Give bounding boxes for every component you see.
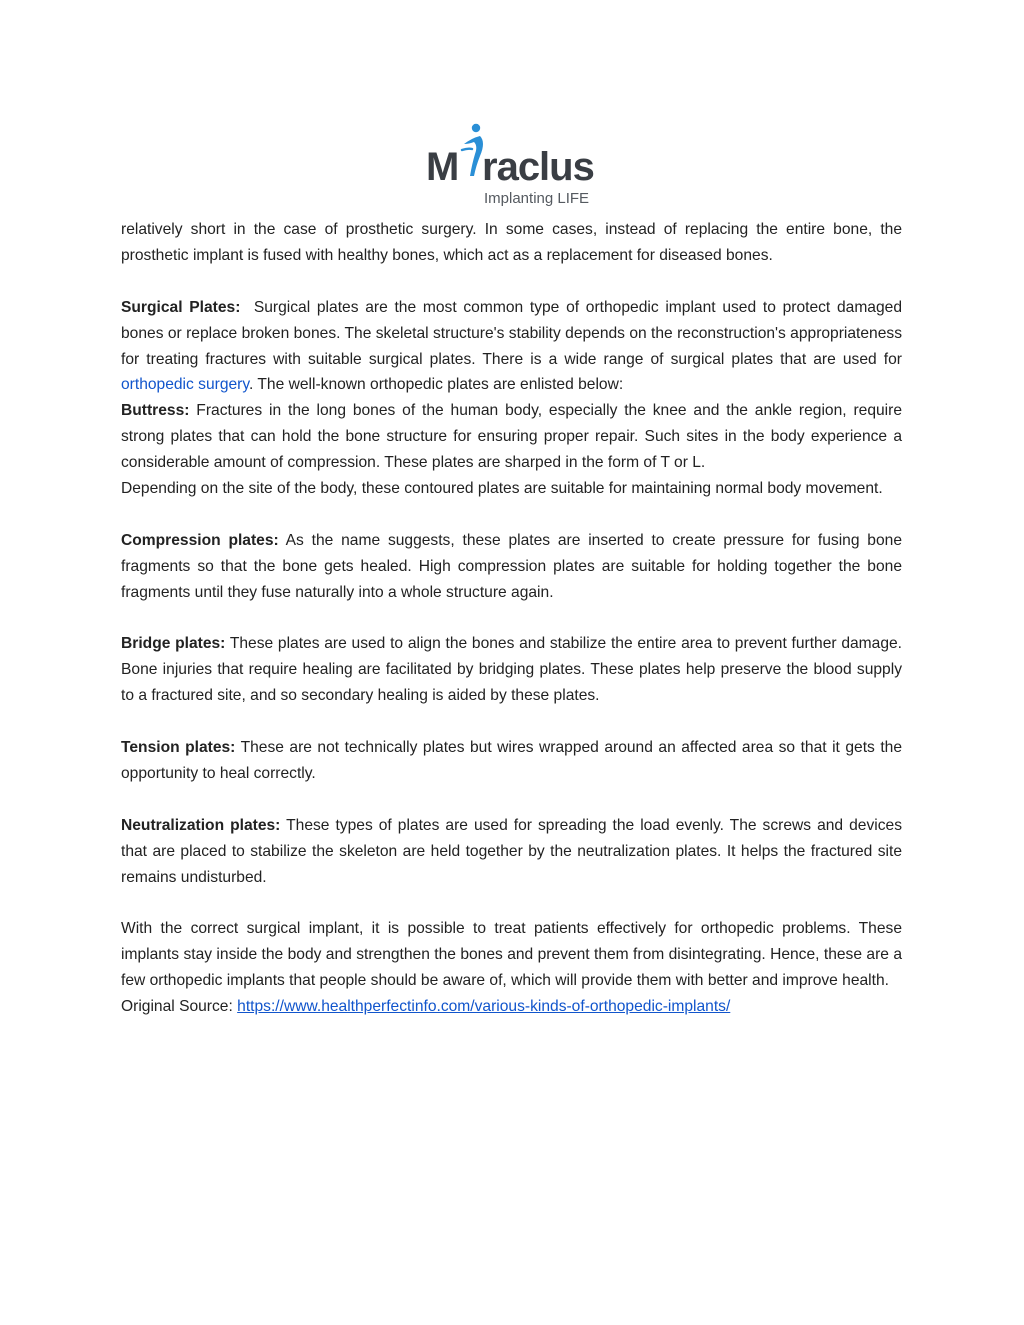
- tension-plates-heading: Tension plates:: [121, 739, 236, 757]
- compression-plates-paragraph: [121, 528, 902, 606]
- bridge-plates-text: These plates are used to align the bones and stabilize the entire area to prevent further damage. Bone injuries that require healing are facilitated by bridging plates. These plates help preserve the blood supply to a fractured site, and so secondary healing is aided by these plates.: [121, 635, 903, 705]
- source-label: Original Source:: [121, 998, 238, 1016]
- source-url-link[interactable]: https://www.healthperfectinfo.com/various-kinds-of-orthopedic-implants/: [237, 998, 731, 1016]
- buttress-text: Fractures in the long bones of the human body, especially the knee and the ankle region, require strong plates that can hold the bone structure for ensuring proper repair. Such sites in the body experience a considerable amount of compression. These plates are sharped in the form of T or L.: [121, 402, 902, 472]
- logo-figure-head: [472, 124, 480, 132]
- surgical-plates-paragraph: [121, 295, 907, 399]
- buttress-continuation: Depending on the site of the body, these contoured plates are suitable for maintaining normal body movement.: [121, 480, 883, 498]
- tension-plates-paragraph: [121, 735, 902, 787]
- logo-wordmark-rest: raclus: [482, 145, 594, 189]
- neutralization-plates-paragraph: [121, 813, 902, 891]
- logo-tagline: Implanting LIFE: [484, 190, 590, 207]
- compression-plates-text: As the name suggests, these plates are inserted to create pressure for fusing bone fragments so that the bone gets healed. High compression plates are suitable for holding together the bone fragments until they fuse naturally into a whole structure again.: [121, 531, 902, 601]
- intro-paragraph: relatively short in the case of prosthetic surgery. In some cases, instead of replacing the entire bone, the prosthetic implant is fused with healthy bones, which act as a replacement for diseased bones.: [121, 221, 902, 264]
- surgical-plates-heading: Surgical Plates:: [121, 298, 241, 316]
- article-body: [121, 217, 907, 1020]
- surgical-plates-text-end: . The well-known orthopedic plates are enlisted below:: [249, 376, 624, 394]
- surgical-plates-text: Surgical plates are the most common type of orthopedic implant used to protect damaged bones or replace broken bones. The skeletal structure's stability depends on the reconstruction's appropriateness for treating fractures with suitable surgical plates. There is a wide range of surgical plates that are used for: [121, 298, 907, 368]
- bridge-plates-paragraph: [121, 631, 902, 709]
- logo-figure-body: [464, 136, 483, 176]
- miraclus-logo: [424, 120, 604, 210]
- compression-plates-heading: Compression plates:: [121, 531, 279, 549]
- neutralization-plates-text: These types of plates are used for spreading the load evenly. The screws and devices that are placed to stabilize the skeleton are held together by the neutralization plates. It helps the fractured site remains undisturbed.: [121, 816, 902, 886]
- conclusion-paragraph: With the correct surgical implant, it is possible to treat patients effectively for orthopedic problems. These implants stay inside the body and strengthen the bones and prevent them from disintegrating. Hence, these are a few orthopedic implants that people should be aware of, which will provide them with better and improve health.: [121, 920, 902, 990]
- tension-plates-text: These are not technically plates but wires wrapped around an affected area so that it gets the opportunity to heal correctly.: [121, 739, 902, 782]
- logo-letter-m: M: [426, 145, 459, 189]
- buttress-heading: Buttress:: [121, 402, 190, 420]
- buttress-paragraph: [121, 398, 902, 476]
- source-line: [121, 994, 902, 1020]
- bridge-plates-heading: Bridge plates:: [121, 635, 226, 653]
- neutralization-plates-heading: Neutralization plates:: [121, 816, 281, 834]
- orthopedic-surgery-link[interactable]: orthopedic surgery: [121, 376, 249, 394]
